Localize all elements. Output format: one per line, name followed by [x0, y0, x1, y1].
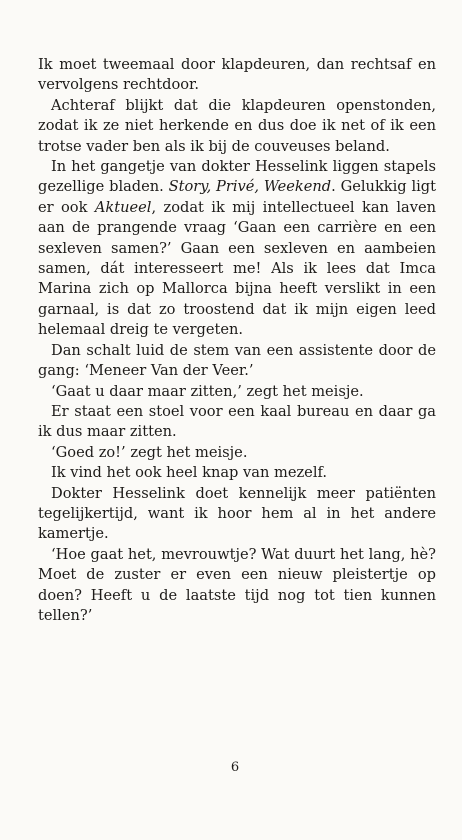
paragraph: Ik moet tweemaal door klapdeuren, dan rechtsaf en vervolgens rechtdoor. — [38, 56, 436, 94]
paragraph-with-italics: In het gangetje van dokter Hesselink liggen stapels gezellige bladen. Story, Privé, Weekend. Gelukkig ligt er ook Aktueel, zodat ik mij intellectueel kan laven aan de prangende vraag ‘Gaan een carrière en een sexleven samen?’ Gaan een sexleven en aambeien samen, dát interesseert me! Als ik lees dat Imca Marina zich op Mallorca bijna heeft verslikt in een garnaal, is dat zo troostend dat ik mijn eigen leed helemaal dreig te vergeten. — [38, 158, 436, 339]
paragraph: ‘Goed zo!’ zegt het meisje. — [51, 443, 248, 461]
italic-title: Aktueel — [94, 198, 152, 216]
paragraph: Achteraf blijkt dat die klapdeuren openstonden, zodat ik ze niet herkende en dus doe ik net of ik een trotse vader ben als ik bij de couveuses beland. — [38, 96, 436, 155]
paragraph: Er staat een stoel voor een kaal bureau en daar ga ik dus maar zitten. — [38, 402, 436, 441]
page-number: 6 — [230, 760, 240, 775]
italic-title: Story, Privé, Weekend — [168, 178, 332, 196]
paragraph: ‘Gaat u daar maar zitten,’ zegt het meisje. — [51, 382, 364, 400]
paragraph: Ik vind het ook heel knap van mezelf. — [51, 464, 328, 482]
paragraph: Dan schalt luid de stem van een assistente door de gang: ‘Meneer Van der Veer.’ — [38, 341, 436, 380]
paragraph: ‘Hoe gaat het, mevrouwtje? Wat duurt het lang, hè? Moet de zuster er even een nieuw pleistertje op doen? Heeft u de laatste tijd nog tot tien kunnen tellen?’ — [38, 545, 436, 624]
paragraph: Dokter Hesselink doet kennelijk meer patiënten tegelijkertijd, want ik hoor hem al in het andere kamertje. — [38, 484, 436, 543]
text-block — [38, 55, 436, 626]
